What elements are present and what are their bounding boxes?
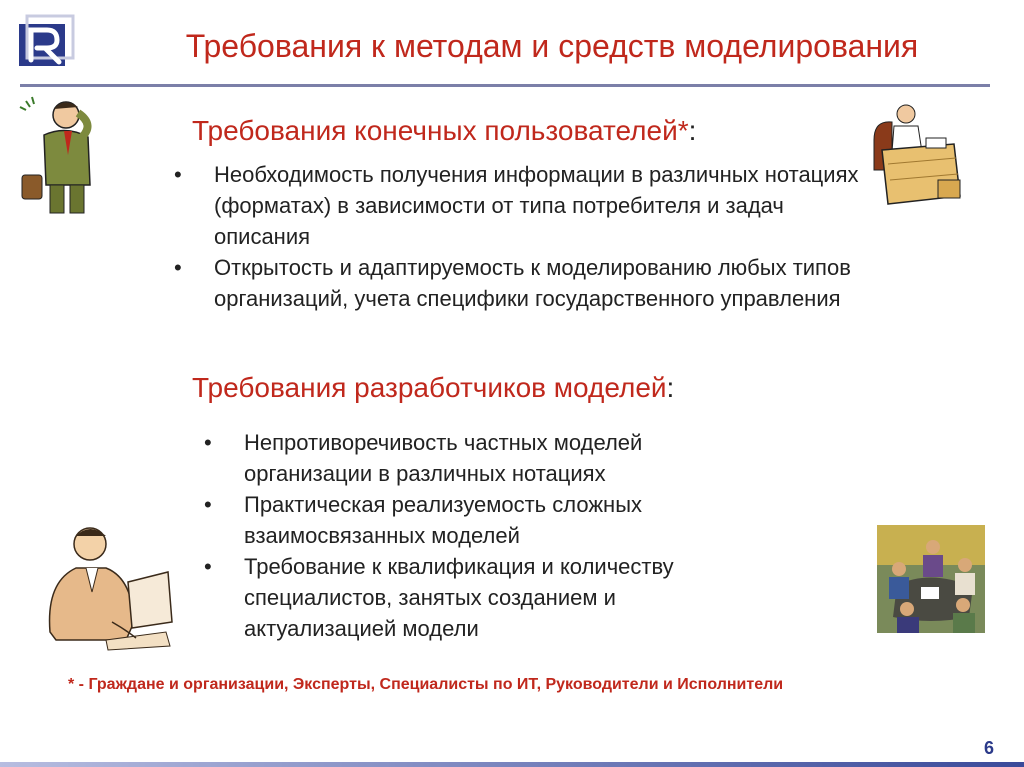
list-item: • Открытость и адаптируемость к моделированию любых типов организаций, учета специфики государственного управления <box>174 252 864 314</box>
meeting-photo-icon <box>877 525 985 633</box>
computer-user-clipart-icon <box>36 522 176 652</box>
list-item: • Непротиворечивость частных моделей организации в различных нотациях <box>204 427 764 489</box>
list-item: • Необходимость получения информации в различных нотациях (форматах) в зависимости от типа потребителя и задач описания <box>174 159 864 252</box>
section-heading-users-text: Требования конечных пользователей* <box>192 115 689 146</box>
title-divider <box>20 84 990 87</box>
developers-requirements-list <box>204 427 764 644</box>
slide-title: Требования к методам и средств моделирования <box>185 28 919 64</box>
users-requirements-list <box>174 159 864 314</box>
thinking-man-clipart-icon <box>18 95 98 220</box>
list-item: • Требование к квалификация и количеству специалистов, занятых созданием и актуализацией модели <box>204 551 764 644</box>
section-heading-developers <box>192 372 674 404</box>
desk-worker-clipart-icon <box>868 100 968 210</box>
list-item: • Практическая реализуемость сложных взаимосвязанных моделей <box>204 489 764 551</box>
section-heading-users <box>192 115 696 147</box>
section-heading-developers-text: Требования разработчиков моделей <box>192 372 667 403</box>
page-number: 6 <box>983 738 994 758</box>
heading-colon: : <box>666 372 675 403</box>
heading-colon: : <box>688 115 697 146</box>
bottom-band <box>0 762 1024 767</box>
footnote: * - Граждане и организации, Эксперты, Специалисты по ИТ, Руководители и Исполнители <box>68 676 784 693</box>
